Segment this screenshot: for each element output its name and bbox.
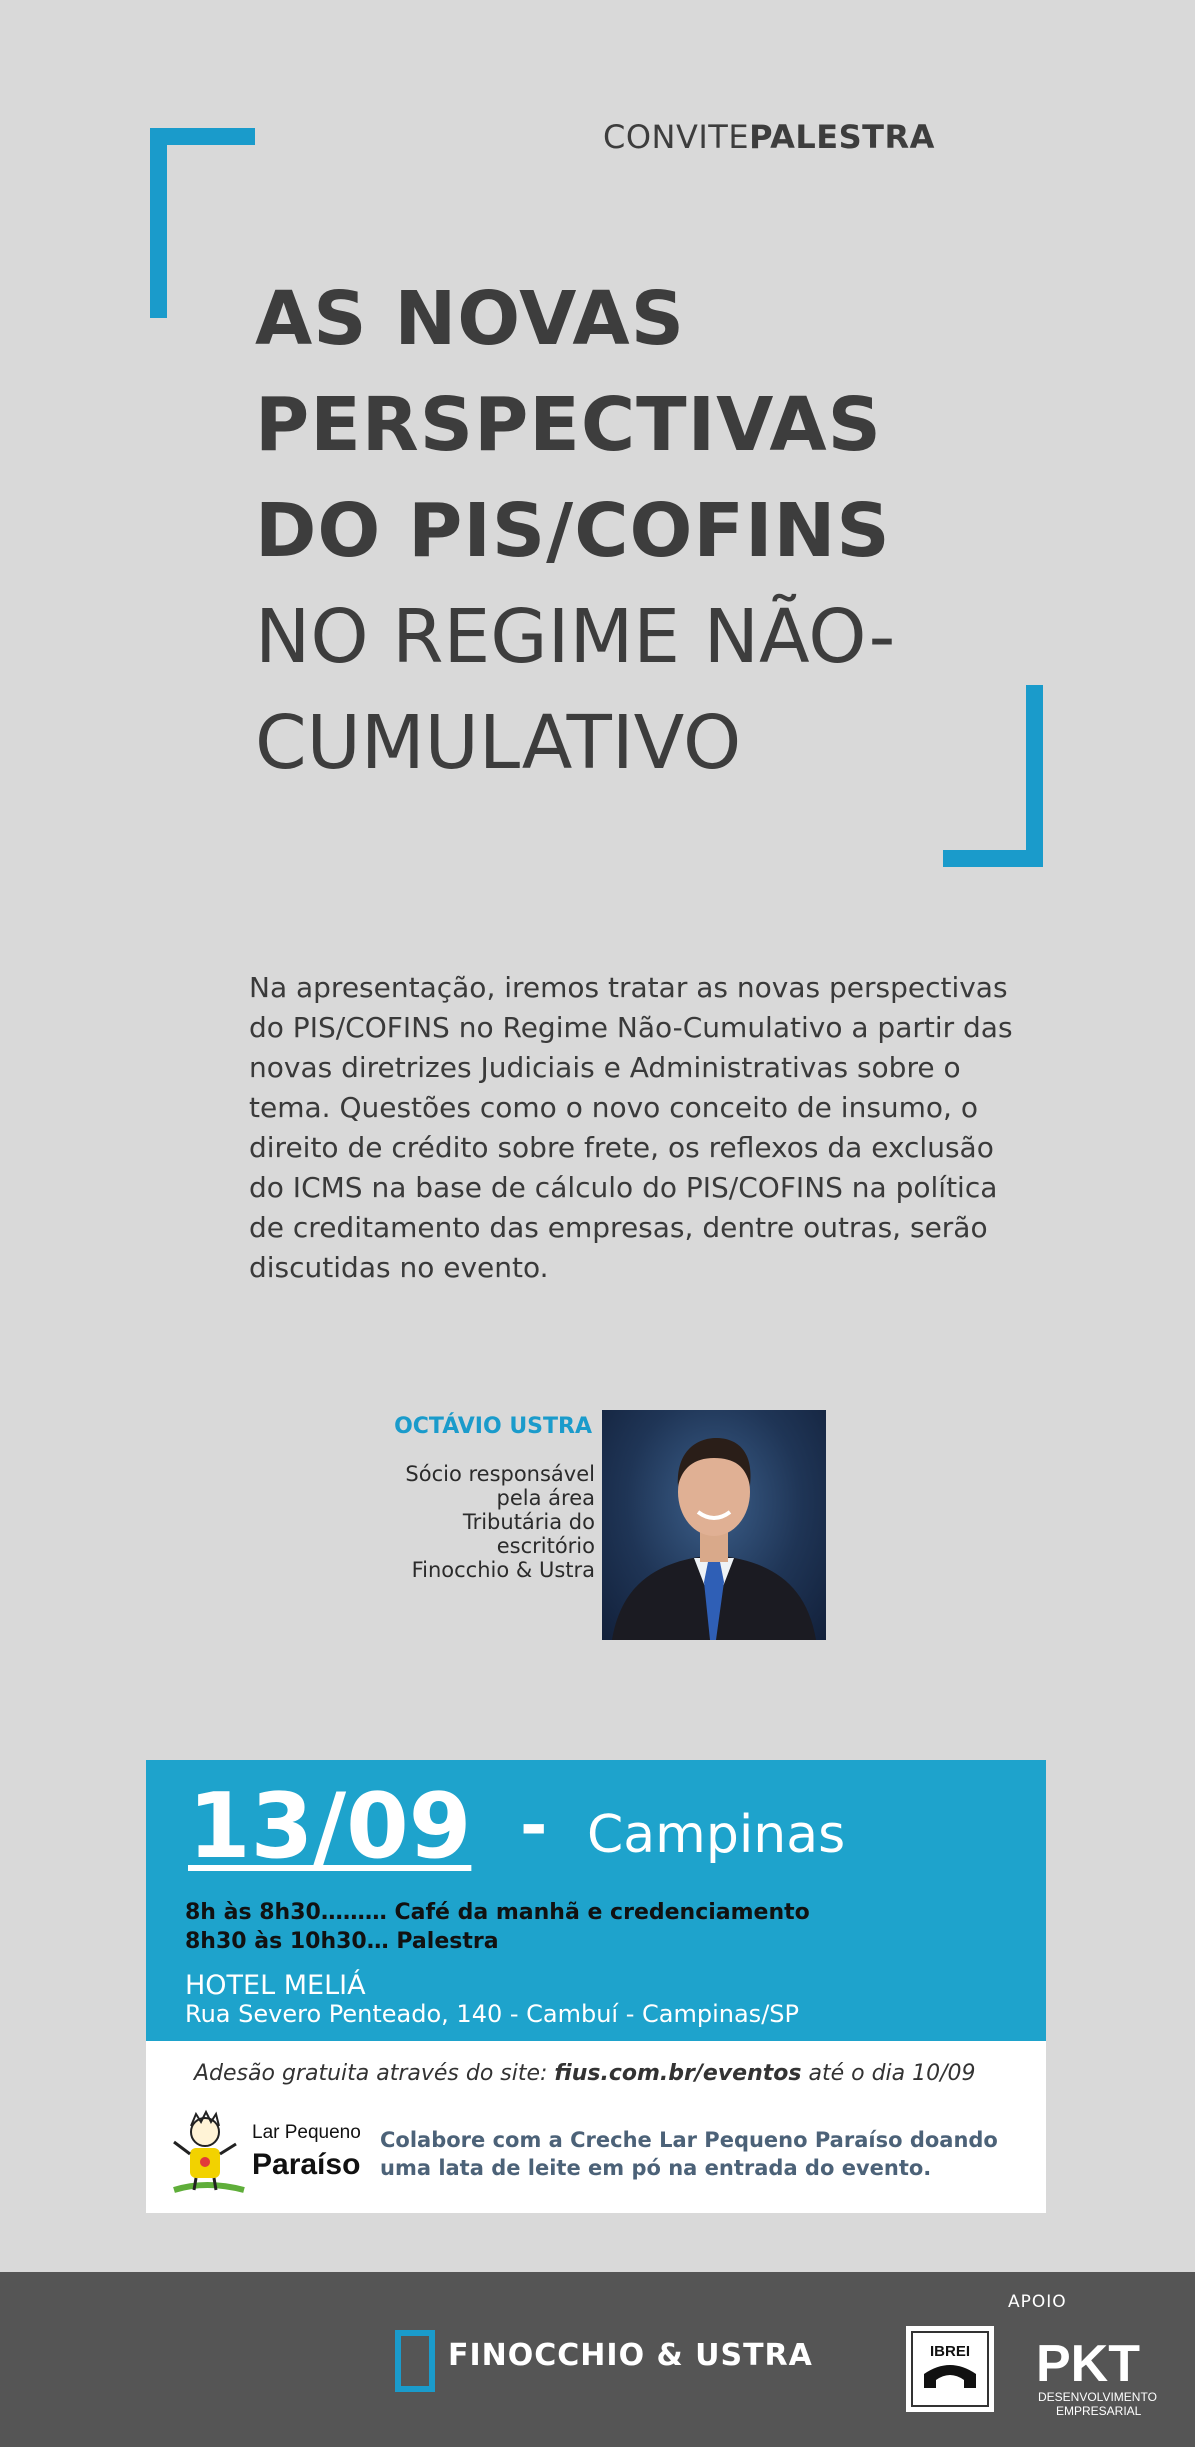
signup-prefix: Adesão gratuita através do site: — [194, 2061, 555, 2086]
corner-bracket-bottom-right-vertical — [1026, 685, 1043, 867]
lar-logo-line2: Paraíso — [252, 2148, 361, 2181]
invite-label-light: CONVITE — [603, 118, 750, 156]
signup-text — [194, 2061, 976, 2086]
speaker-role-line: Finocchio & Ustra — [411, 1558, 595, 1582]
pkt-logo — [1030, 2325, 1180, 2425]
speaker-role-line: escritório — [496, 1534, 595, 1558]
venue-address: Rua Severo Penteado, 140 - Cambuí - Campinas/SP — [185, 2000, 799, 2028]
schedule-item: 8h30 às 10h30… Palestra — [185, 1929, 499, 1954]
title-line-3: DO PIS/COFINS — [255, 488, 891, 574]
invite-label — [603, 118, 935, 156]
pkt-logo-subtitle-1: DESENVOLVIMENTO — [1038, 2390, 1157, 2404]
title-line-4: NO REGIME NÃO- — [255, 594, 896, 680]
support-label: APOIO — [1008, 2292, 1067, 2312]
speaker-role-line: Tributária do — [462, 1510, 595, 1534]
speaker-role — [320, 1462, 595, 1582]
pkt-logo-text: PKT — [1036, 2335, 1140, 2393]
title-line-2: PERSPECTIVAS — [255, 382, 882, 468]
event-city: Campinas — [587, 1805, 846, 1865]
speaker-photo — [602, 1410, 826, 1640]
charity-message: Colabore com a Creche Lar Pequeno Paraíso doando uma lata de leite em pó na entrada do evento. — [380, 2128, 998, 2180]
event-description: Na apresentação, iremos tratar as novas perspectivas do PIS/COFINS no Regime Não-Cumulativo a partir das novas diretrizes Judiciais e Administrativas sobre o tema. Questões como o novo conceito de insumo, o direito de crédito sobre frete, os reflexos da exclusão do ICMS na base de cálculo do PIS/COFINS na política de creditamento das empresas, dentre outras, serão discutidas no evento. — [249, 971, 1013, 1284]
title-line-1: AS NOVAS — [255, 276, 685, 362]
corner-bracket-top-left-vertical — [150, 128, 167, 318]
finocchio-ustra-brand: FINOCCHIO & USTRA — [448, 2338, 813, 2373]
signup-deadline: até o dia 10/09 — [801, 2061, 976, 2086]
lar-pequeno-paraiso-logo — [166, 2104, 371, 2196]
signup-link[interactable]: fius.com.br/eventos — [554, 2061, 802, 2086]
speaker-role-line: Sócio responsável — [405, 1462, 595, 1486]
schedule-item: 8h às 8h30……… Café da manhã e credenciamento — [185, 1900, 810, 1925]
finocchio-ustra-logo-icon — [395, 2330, 435, 2396]
speaker-name: OCTÁVIO USTRA — [394, 1414, 592, 1439]
invite-label-bold: PALESTRA — [749, 118, 935, 156]
ibrei-logo-text: IBREI — [929, 2343, 971, 2360]
lar-logo-line1: Lar Pequeno — [252, 2122, 361, 2143]
title-line-5: CUMULATIVO — [255, 700, 742, 786]
ibrei-logo — [906, 2326, 994, 2412]
event-date: 13/09 — [188, 1774, 472, 1879]
venue-name: HOTEL MELIÁ — [185, 1970, 366, 2001]
event-schedule — [185, 1898, 810, 1956]
event-date-separator: - — [520, 1787, 548, 1864]
pkt-logo-subtitle-2: EMPRESARIAL — [1056, 2404, 1142, 2418]
speaker-role-line: pela área — [496, 1486, 595, 1510]
